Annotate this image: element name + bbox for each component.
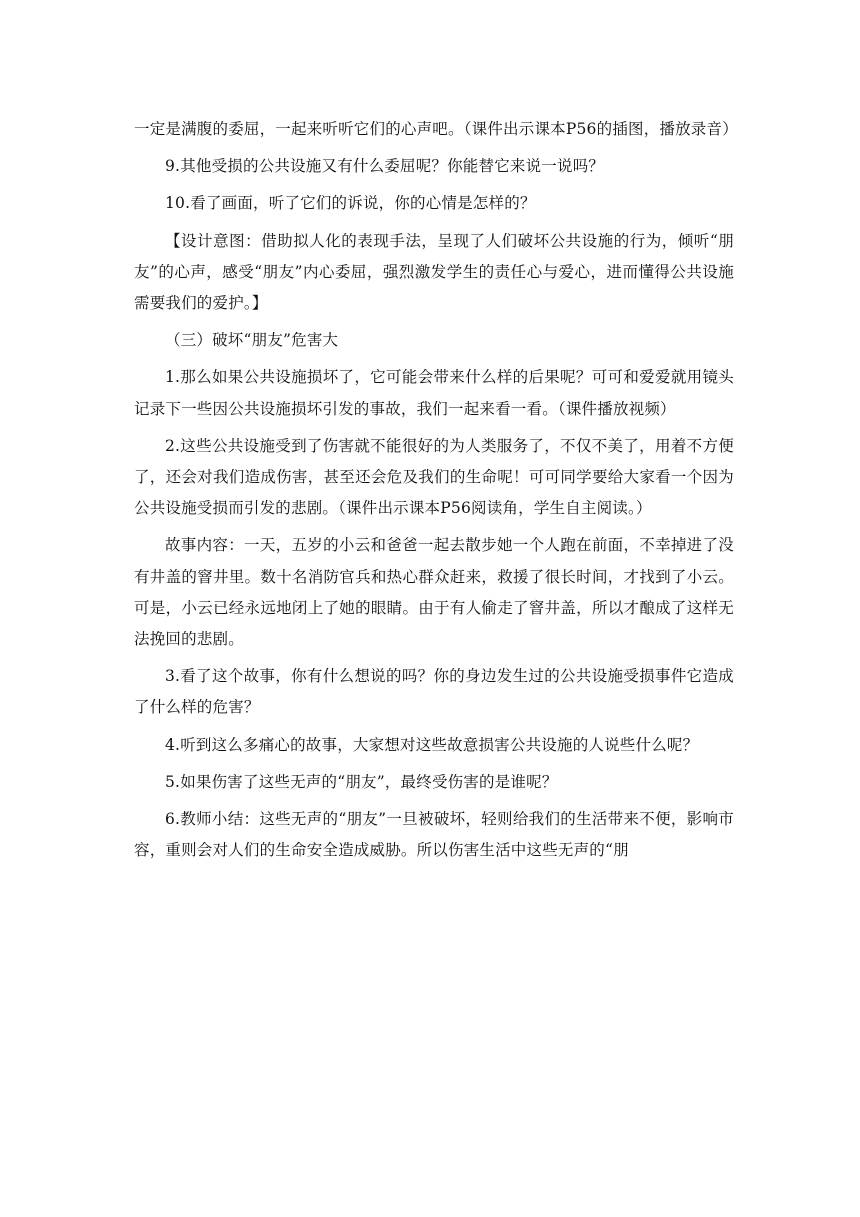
- paragraph-continuation: 一定是满腹的委屈，一起来听听它们的心声吧。（课件出示课本P56的插图，播放录音）: [134, 120, 738, 138]
- paragraph-item-10: 10.看了画面，听了它们的诉说，你的心情是怎样的？: [165, 194, 536, 213]
- paragraph-item-4: 4.听到这么多痛心的故事，大家想对这些故意损害公共设施的人说些什么呢？: [165, 735, 699, 754]
- paragraph-item-5: 5.如果伤害了这些无声的“朋友”，最终受伤害的是谁呢？: [165, 772, 558, 791]
- paragraph-item-6: 6.教师小结：这些无声的“朋友”一旦被破坏，轻则给我们的生活带来不便，影响市容，重则会对人们的生命安全造成威胁。所以伤害生活中这些无声的“朋: [134, 810, 734, 860]
- document-body: [134, 114, 738, 872]
- paragraph-item-2: 2.这些公共设施受到了伤害就不能很好的为人类服务了，不仅不美了，用着不方便了，还会对我们造成伤害，甚至还会危及我们的生命呢！可可同学要给大家看一个因为公共设施受损而引发的悲剧。（课件出示课本P56阅读角，学生自主阅读。）: [134, 436, 734, 518]
- paragraph-item-1: 1.那么如果公共设施损坏了，它可能会带来什么样的后果呢？可可和爱爱就用镜头记录下一些因公共设施损坏引发的事故，我们一起来看一看。（课件播放视频）: [134, 368, 734, 418]
- paragraph-design-intent: 【设计意图：借助拟人化的表现手法，呈现了人们破坏公共设施的行为，倾听“朋友”的心声，感受“朋友”内心委屈，强烈激发学生的责任心与爱心，进而懂得公共设施需要我们的爱护。】: [134, 231, 734, 313]
- paragraph-item-9: 9.其他受损的公共设施又有什么委屈呢？你能替它来说一说吗？: [165, 157, 605, 176]
- paragraph-story-content: 故事内容：一天，五岁的小云和爸爸一起去散步她一个人跑在前面，不幸掉进了没有井盖的窨井里。数十名消防官兵和热心群众赶来，救援了很长时间，才找到了小云。可是，小云已经永远地闭上了她的眼睛。由于有人偷走了窨井盖，所以才酿成了这样无法挽回的悲剧。: [134, 536, 734, 649]
- section-heading: （三）破坏“朋友”危害大: [165, 331, 339, 350]
- paragraph-item-3: 3.看了这个故事，你有什么想说的吗？你的身边发生过的公共设施受损事件它造成了什么样的危害？: [134, 667, 734, 717]
